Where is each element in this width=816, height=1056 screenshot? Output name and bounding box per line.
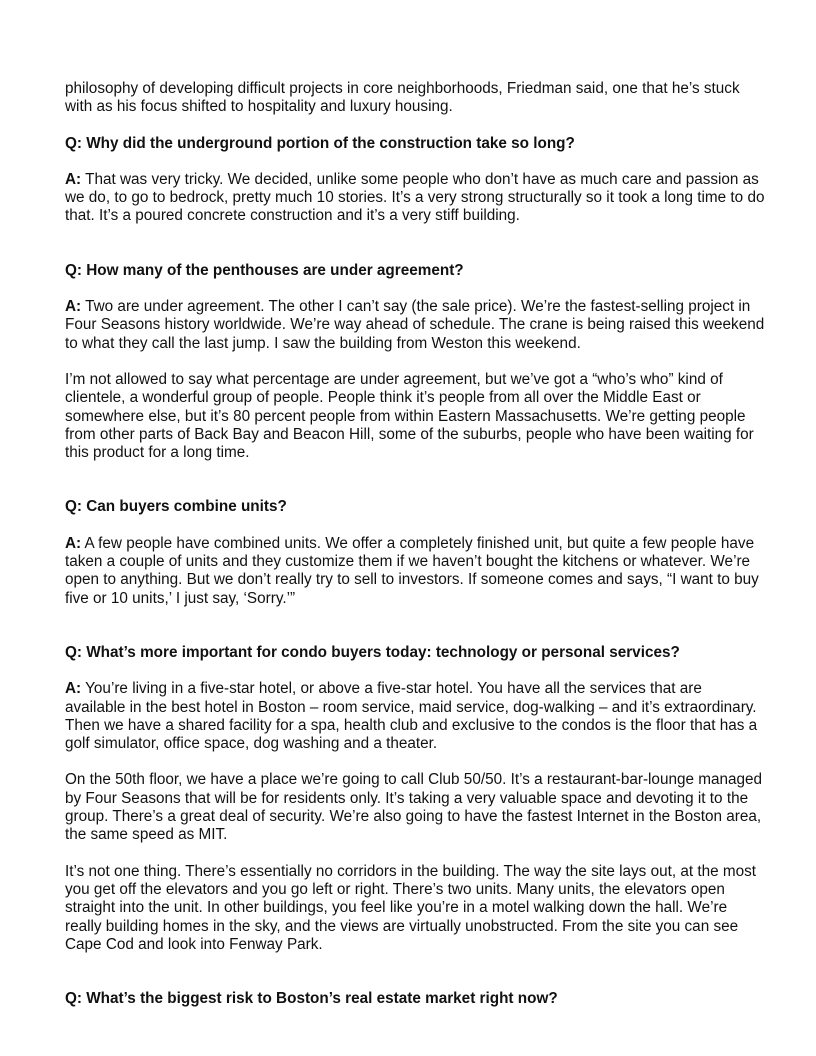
answer-label: A: <box>65 680 82 698</box>
answer-label: A: <box>65 534 82 552</box>
answer-2 <box>65 298 765 353</box>
intro-paragraph: philosophy of developing difficult projects in core neighborhoods, Friedman said, one that he’s stuck with as his focus shifted to hospitality and luxury housing. <box>65 80 740 116</box>
question-2: Q: How many of the penthouses are under agreement? <box>65 261 464 279</box>
answer-text: Two are under agreement. The other I can’t say (the sale price). We’re the fastest-selling project in Four Seasons history worldwide. We’re way ahead of schedule. The crane is being raised this weekend to what they call the last jump. I saw the building from Weston this weekend. <box>65 298 765 352</box>
answer-3 <box>65 535 765 608</box>
answer-text: A few people have combined units. We offer a completely finished unit, but quite a few people have taken a couple of units and they customize them if we haven’t bought the kitchens or whatever. We’re open to anything. But we don’t really try to sell to investors. If someone comes and says, “I want to buy five or 10 units,’ I just say, ‘Sorry.’” <box>65 534 759 607</box>
answer-1 <box>65 171 765 226</box>
answer-label: A: <box>65 170 82 188</box>
question-4: Q: What’s more important for condo buyers today: technology or personal services? <box>65 643 680 661</box>
answer-label: A: <box>65 298 82 316</box>
answer-4 <box>65 680 765 753</box>
question-3: Q: Can buyers combine units? <box>65 498 287 516</box>
answer-text: You’re living in a five-star hotel, or above a five-star hotel. You have all the services that are available in the best hotel in Boston – room service, maid service, dog-walking – and it’s extraordinary. Then we have a shared facility for a spa, health club and exclusive to the condos is the floor that has a golf simulator, office space, dog washing and a theater. <box>65 680 758 753</box>
answer-4-continued-1: On the 50th floor, we have a place we’re going to call Club 50/50. It’s a restaurant-bar-lounge managed by Four Seasons that will be for residents only. It’s taking a very valuable space and devoting it to the group. There’s a great deal of security. We’re also going to have the fastest Internet in the Boston area, the same speed as MIT. <box>65 771 763 844</box>
document-page <box>65 80 765 1008</box>
answer-2-continued: I’m not allowed to say what percentage are under agreement, but we’ve got a “who’s who” kind of clientele, a wonderful group of people. People think it’s people from all over the Middle East or somewhere else, but it’s 80 percent people from within Eastern Massachusetts. We’re getting people from other parts of Back Bay and Beacon Hill, some of the suburbs, people who have been waiting for this product for a long time. <box>65 370 754 462</box>
question-1: Q: Why did the underground portion of the construction take so long? <box>65 134 575 152</box>
answer-4-continued-2: It’s not one thing. There’s essentially no corridors in the building. The way the site lays out, at the most you get off the elevators and you go left or right. There’s two units. Many units, the elevators open straight into the unit. In other buildings, you feel like you’re in a motel walking down the hall. We’re really building homes in the sky, and the views are virtually unobstructed. From the site you can see Cape Cod and look into Fenway Park. <box>65 862 757 953</box>
question-5: Q: What’s the biggest risk to Boston’s real estate market right now? <box>65 990 558 1008</box>
answer-text: That was very tricky. We decided, unlike some people who don’t have as much care and passion as we do, to go to bedrock, pretty much 10 stories. It’s a very strong structurally so it took a long time to do that. It’s a poured concrete construction and it’s a very stiff building. <box>65 170 765 225</box>
